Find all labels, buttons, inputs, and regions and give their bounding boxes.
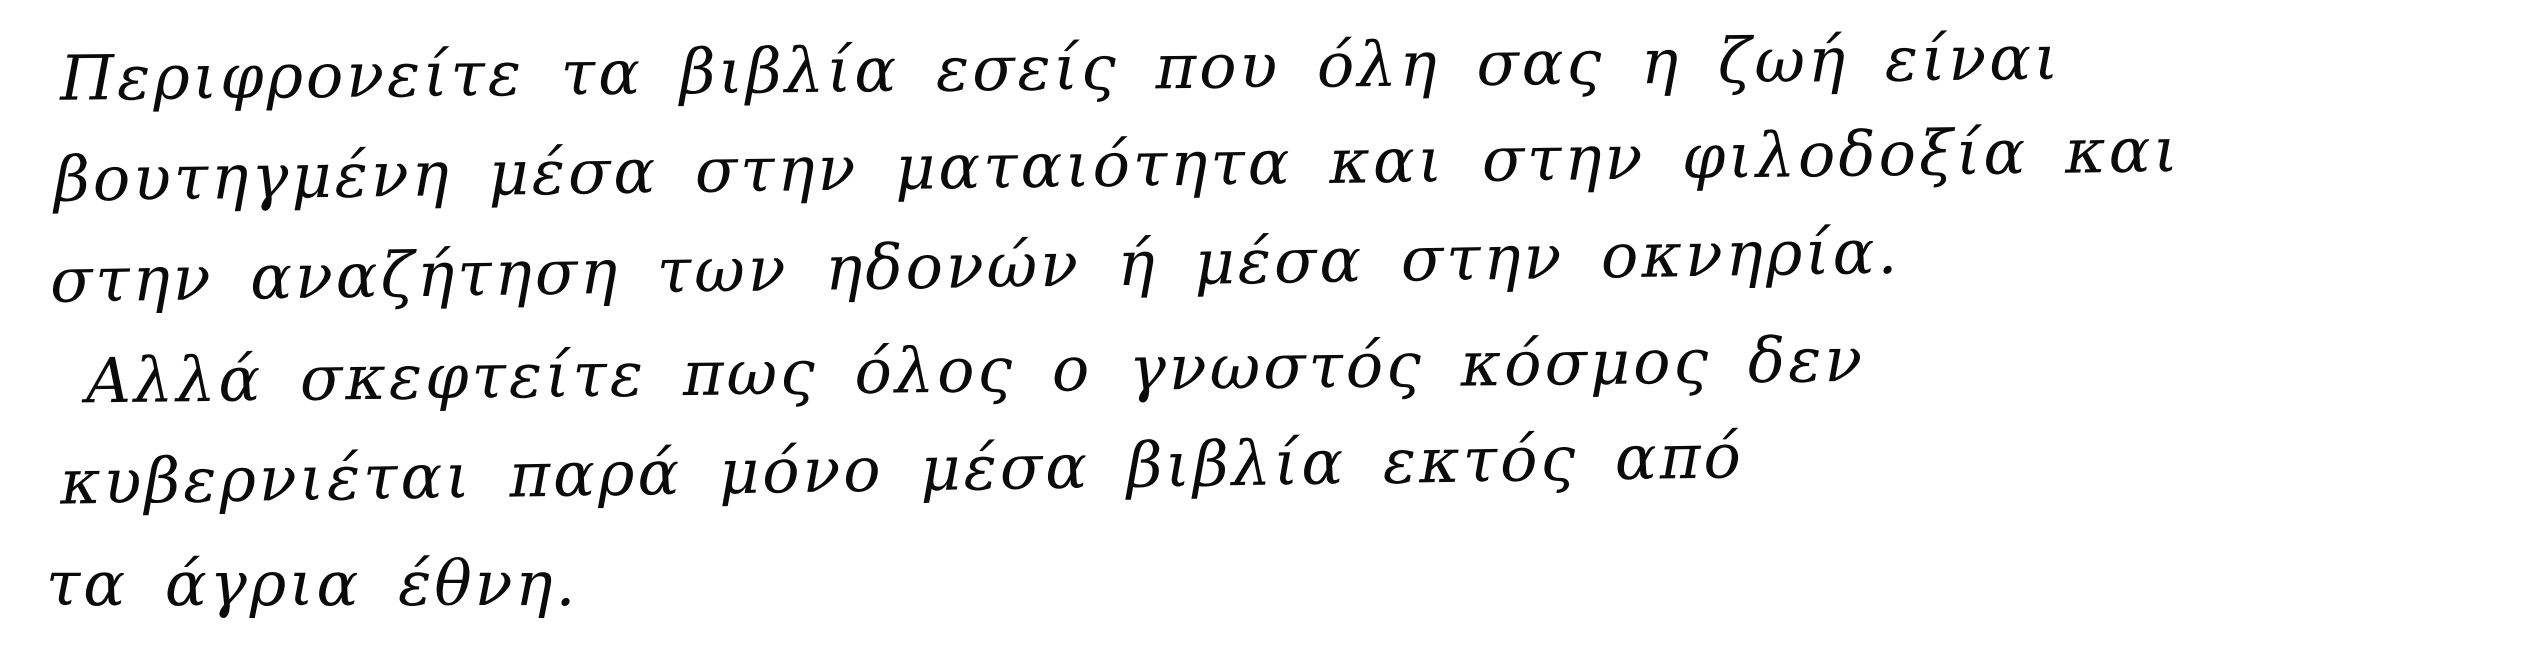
handwritten-line: στην αναζήτηση των ηδονών ή μέσα στην οκνηρία. (49, 214, 1901, 317)
handwritten-line: Περιφρονείτε τα βιβλία εσείς που όλη σας η ζωή είναι (59, 20, 2062, 115)
handwritten-line: βουτηγμένη μέσα στην ματαιότητα και στην φιλοδοξία και (53, 113, 2182, 216)
handwritten-line: Αλλά σκεφτείτε πως όλος ο γνωστός κόσμος δεν (85, 322, 1866, 418)
handwritten-line: τα άγρια έθνη. (46, 547, 579, 620)
handwritten-text-block (40, 20, 2480, 634)
handwritten-line: κυβερνιέται παρά μόνο μέσα βιβλία εκτός από (59, 419, 1745, 519)
